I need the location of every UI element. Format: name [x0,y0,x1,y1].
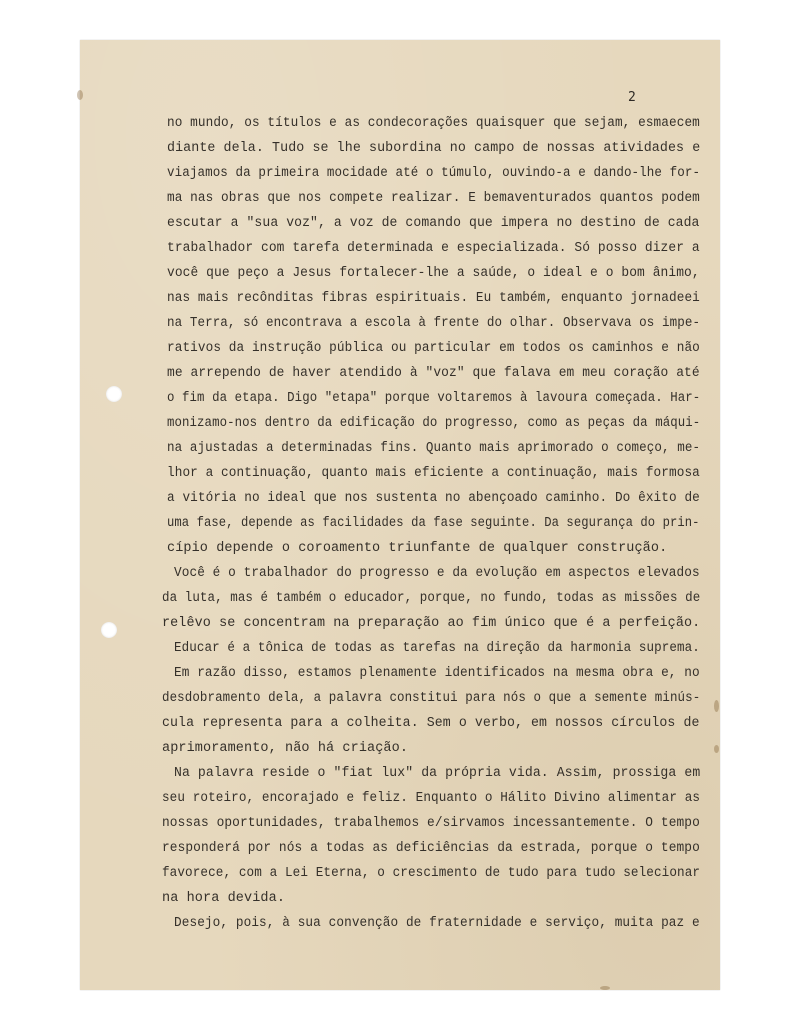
text-line: favorece, com a Lei Eterna, o crescimento de tudo para tudo selecionar [162,866,701,881]
text-line: cípio depende o coroamento triunfante de qualquer construção. [167,541,668,556]
text-line: Em razão disso, estamos plenamente identificados na mesma obra e, no [174,666,700,681]
page-number: 2 [628,90,636,105]
text-line: da luta, mas é também o educador, porque, no fundo, todas as missões de [162,591,701,606]
text-line: o fim da etapa. Digo "etapa" porque voltaremos à lavoura começada. Har- [167,391,701,406]
text-line: lhor a continuação, quanto mais eficiente a continuação, mais formosa [167,466,700,481]
text-line: rativos da instrução pública ou particular em todos os caminhos e não [167,341,700,356]
text-line: Você é o trabalhador do progresso e da evolução em aspectos elevados [174,566,700,581]
text-line: nossas oportunidades, trabalhemos e/sirvamos incessantemente. O tempo [162,816,700,831]
text-line: Na palavra reside o "fiat lux" da própria vida. Assim, prossiga em [174,766,701,781]
text-line: Educar é a tônica de todas as tarefas na direção da harmonia suprema. [174,641,700,656]
text-line: viajamos da primeira mocidade até o túmulo, ouvindo-a e dando-lhe for- [167,166,701,181]
text-line: Desejo, pois, à sua convenção de fraternidade e serviço, muita paz e [174,916,700,931]
text-line: responderá por nós a todas as deficiências da estrada, porque o tempo [162,841,700,856]
text-line: na ajustadas a determinadas fins. Quanto mais aprimorado o começo, me- [167,441,701,456]
text-line: cula representa para a colheita. Sem o verbo, em nossos círculos de [162,716,700,731]
text-line: você que peço a Jesus fortalecer-lhe a saúde, o ideal e o bom ânimo, [167,266,700,281]
text-line: relêvo se concentram na preparação ao fim único que é a perfeição. [162,616,701,631]
text-line: monizamo-nos dentro da edificação do progresso, como as peças da máqui- [167,416,701,431]
text-line: no mundo, os títulos e as condecorações quaisquer que sejam, esmaecem [167,116,700,131]
text-line: desdobramento dela, a palavra constitui para nós o que a semente minús- [162,691,701,706]
text-line: aprimoramento, não há criação. [162,741,409,756]
text-line: trabalhador com tarefa determinada e especializada. Só posso dizer a [167,241,700,256]
text-line: a vitória no ideal que nos sustenta no abençoado caminho. Do êxito de [167,491,700,506]
text-line: na hora devida. [162,891,286,906]
text-line: ma nas obras que nos compete realizar. E bemaventurados quantos podem [167,191,700,206]
text-line: nas mais recônditas fibras espirituais. Eu também, enquanto jornadeei [167,291,700,306]
text-line: seu roteiro, encorajado e feliz. Enquanto o Hálito Divino alimentar as [162,791,701,806]
text-line: na Terra, só encontrava a escola à frente do olhar. Observava os impe- [167,316,701,331]
text-line: diante dela. Tudo se lhe subordina no campo de nossas atividades e [167,141,701,156]
text-line: me arrependo de haver atendido à "voz" que falava em meu coração até [167,366,700,381]
text-line: uma fase, depende as facilidades da fase seguinte. Da segurança do prin- [167,516,700,531]
text-line: escutar a "sua voz", a voz de comando que impera no destino de cada [167,216,700,231]
